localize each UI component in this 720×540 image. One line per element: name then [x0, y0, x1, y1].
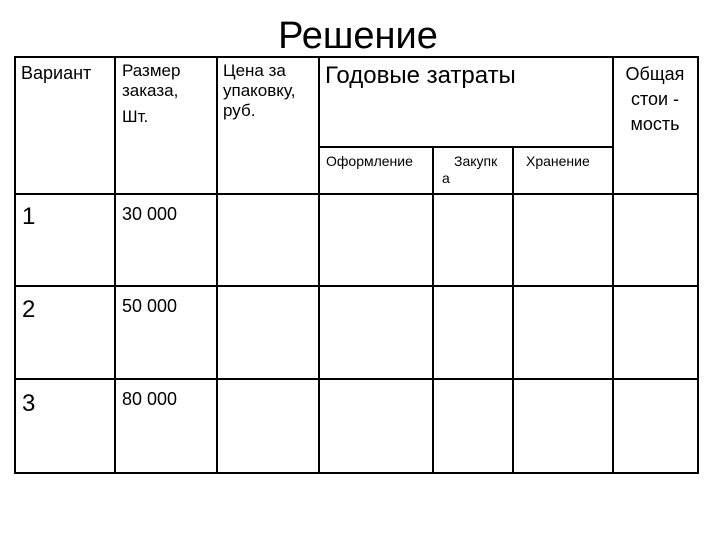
column-divider [216, 56, 218, 474]
row-order-size: 30 000 [122, 204, 178, 224]
table-border-bottom [14, 472, 698, 474]
header-total-line: стои - [630, 89, 680, 109]
header-price-line: упаковку, [223, 81, 296, 100]
subheader-divider [318, 146, 612, 148]
header-order-size-line: Шт. [122, 107, 149, 126]
header-bottom-line [14, 193, 698, 195]
row-divider [14, 378, 698, 380]
row-order-size: 50 000 [122, 296, 178, 316]
header-total-line: Общая [625, 64, 685, 84]
header-price-line: Цена за [223, 61, 286, 80]
table-border-left [14, 56, 16, 474]
row-divider [14, 285, 698, 287]
header-price [223, 61, 295, 121]
column-divider [114, 56, 116, 474]
header-order-size-line: заказа, [122, 81, 179, 100]
column-divider [432, 146, 434, 474]
subheader-purchase [434, 153, 512, 187]
column-divider [318, 56, 320, 474]
header-order-size-line: Размер [122, 61, 181, 80]
subheader-ordering: Оформление [326, 153, 413, 169]
header-total-line: мость [630, 114, 680, 134]
page-title: Решение [278, 15, 438, 57]
header-total [612, 62, 698, 137]
header-annual-costs: Годовые затраты [325, 62, 516, 89]
table-border-top [14, 56, 698, 58]
subheader-purchase-line: Закупк [454, 153, 498, 169]
header-order-size [122, 61, 180, 127]
header-variant: Вариант [21, 63, 92, 83]
subheader-storage: Хранение [526, 153, 590, 169]
subheader-purchase-line: а [442, 170, 450, 186]
header-price-line: руб. [223, 101, 256, 120]
row-variant: 2 [22, 296, 36, 323]
row-variant: 3 [22, 390, 36, 417]
row-order-size: 80 000 [122, 389, 178, 409]
column-divider [512, 146, 514, 474]
row-variant: 1 [22, 203, 36, 230]
